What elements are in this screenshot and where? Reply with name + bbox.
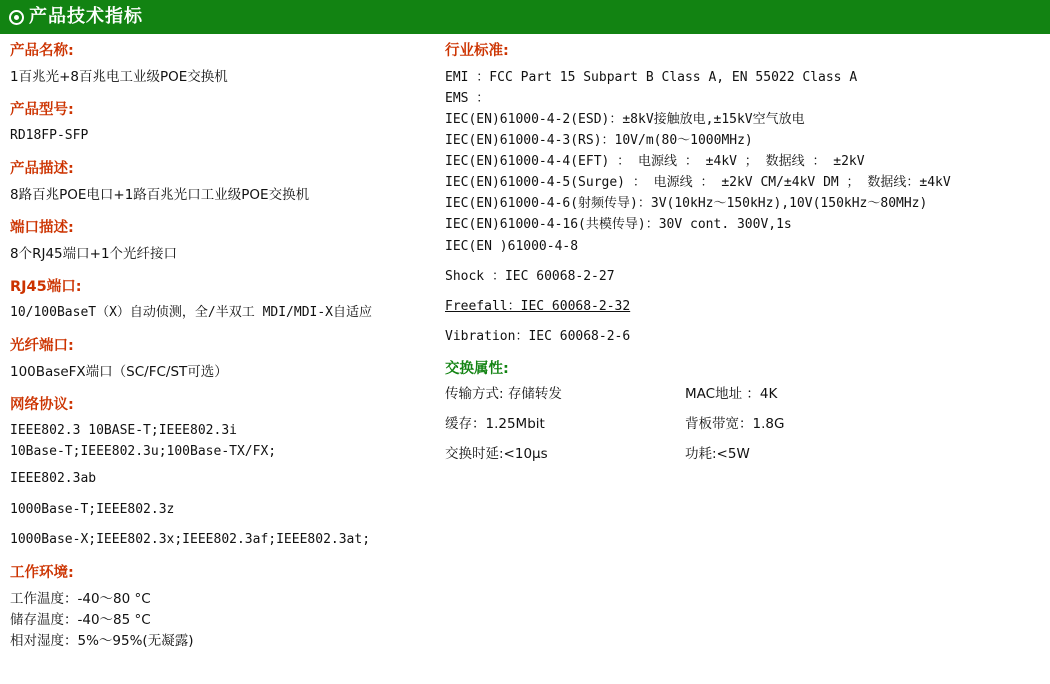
section-title: 网络协议: [10, 397, 74, 414]
attribute-value: 功耗:<5W [685, 445, 750, 462]
spacer [445, 257, 1040, 266]
standard-line [445, 296, 1040, 317]
attribute-label: 缓存：1.25Mbit [445, 415, 545, 432]
section-line: RD18FP-SFP [10, 128, 89, 144]
section-title: 工作环境: [10, 565, 74, 582]
spacer [10, 490, 435, 500]
section-line: IEEE802.3ab [10, 470, 97, 486]
section-industry-standards [445, 42, 1040, 347]
standard-line: IEC(EN)61000-4-5(Surge) ： 电源线 ： ±2kV CM/±4kV DM ； 数据线：±4kV [445, 175, 951, 191]
section-line: 储存温度：-40～85 °C [10, 612, 151, 629]
standard-line: EMS ： [445, 91, 490, 107]
section-product-name [10, 42, 435, 88]
section-network-protocol [10, 396, 435, 551]
section-product-description [10, 160, 435, 206]
section-title: 产品描述: [10, 160, 74, 177]
attribute-value: 背板带宽：1.8G [685, 415, 785, 432]
section-fiber-port [10, 337, 435, 383]
left-column [10, 42, 435, 665]
section-line: IEEE802.3 10BASE-T;IEEE802.3i [10, 423, 237, 439]
standard-line: EMI ：FCC Part 15 Subpart B Class A, EN 55022 Class A [445, 70, 858, 86]
section-line: 1000Base-X;IEEE802.3x;IEEE802.3af;IEEE802.3at; [10, 532, 371, 548]
section-operating-environment [10, 564, 435, 652]
standard-line: IEC(EN)61000-4-6(射频传导)：3V(10kHz～150kHz),10V(150kHz～80MHz) [445, 196, 928, 212]
section-line: 8路百兆POE电口+1路百兆光口工业级POE交换机 [10, 187, 310, 204]
section-switch-attributes [445, 360, 1040, 464]
standard-line: IEC(EN)61000-4-3(RS)：10V/m(80～1000MHz) [445, 133, 753, 149]
standard-line: IEC(EN)61000-4-2(ESD)：±8kV接触放电,±15kV空气放电 [445, 112, 805, 128]
page-title: 产品技术指标 [29, 6, 143, 27]
section-line: 8个RJ45端口+1个光纤接口 [10, 246, 178, 263]
standard-line: Shock ：IEC 60068-2-27 [445, 268, 615, 284]
spacer [445, 287, 1040, 296]
section-line: 1百兆光+8百兆电工业级POE交换机 [10, 69, 228, 86]
standard-line: IEC(EN )61000-4-8 [445, 238, 579, 254]
right-column [445, 42, 1040, 476]
attribute-label: 传输方式: 存储转发 [445, 385, 562, 402]
standard-line: IEC(EN)61000-4-16(共模传导)：30V cont. 300V,1s [445, 217, 792, 233]
section-title: 光纤端口: [10, 337, 74, 354]
section-line: 100BaseFX端口（SC/FC/ST可选） [10, 364, 228, 381]
section-title: 交换属性: [445, 360, 509, 377]
spacer [10, 520, 435, 530]
target-circle-icon [9, 10, 24, 25]
section-line: 1000Base-T;IEEE802.3z [10, 501, 175, 517]
section-line: 工作温度：-40～80 °C [10, 591, 151, 608]
attribute-label: 交换时延:<10μs [445, 445, 548, 462]
section-title: 行业标准: [445, 43, 509, 59]
attribute-value: MAC地址 ：4K [685, 385, 778, 402]
standard-line-text: Freefall：IEC 60068-2-32 [445, 298, 631, 314]
switch-attributes-grid [445, 385, 1040, 464]
section-line: 10/100BaseT（X）自动侦测，全/半双工 MDI/MDI-X自适应 [10, 305, 373, 321]
section-title: RJ45端口: [10, 279, 82, 296]
section-line: 相对湿度：5%～95%(无凝露) [10, 633, 194, 650]
section-product-model [10, 101, 435, 147]
section-line: 10Base-T;IEEE802.3u;100Base-TX/FX; [10, 443, 277, 459]
section-rj45-port [10, 278, 435, 324]
section-title: 产品名称: [10, 43, 74, 59]
section-title: 端口描述: [10, 220, 74, 237]
section-port-description [10, 219, 435, 265]
page-header [0, 0, 1050, 34]
spacer [445, 317, 1040, 326]
standard-line: IEC(EN)61000-4-4(EFT) ： 电源线 ： ±4kV ； 数据线 ： ±2kV [445, 154, 865, 170]
section-title: 产品型号: [10, 102, 74, 119]
standard-line: Vibration：IEC 60068-2-6 [445, 328, 631, 344]
